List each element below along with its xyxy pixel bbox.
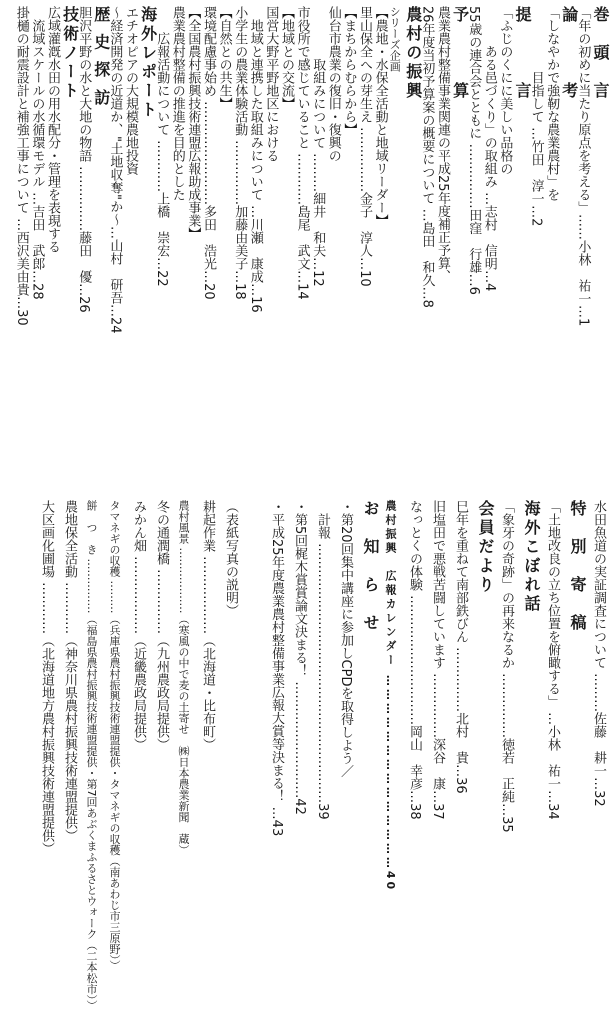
toc-entry: シリーズ企画 [388,6,402,72]
toc-entry: 【まちからむらから】 [341,6,357,136]
toc-entry: 農業農村整備事業関連の平成25年度補正予算、 [435,6,450,283]
toc-entry: 流域スケールの水循環モデル …吉田 武郎…28 [29,6,45,300]
toc-entry: 旧塩田で悪戦苦闘しています ……………深谷 康…37 [430,500,445,820]
toc-entry: 26年度当初予算案の概要について …島田 和久…8 [419,6,435,308]
toc-entry: 【農地・水保全活動と地域リーダー】 [372,6,388,227]
toc-entry: 仙台市農業の復旧・復興の [325,6,341,162]
toc-entry: 大区画化圃場 …………（北海道地方農村振興技術連盟提供） [39,500,54,856]
section-heading: 海外レポート [138,6,158,120]
toc-entry: （表紙写真の説明） [223,500,238,617]
toc-entry: 掛樋の耐震設計と補強工事について …西沢美由貴…30 [13,6,29,326]
toc-entry: 巳年を重ねて南部鉄びん ……………北村 貴…36 [453,500,468,794]
toc-entry: 広報活動について …………上橋 崇宏…22 [154,6,170,287]
toc-entry: 55歳の連合会とともに ……………田窪 行雄…6 [466,6,482,295]
toc-entry: 農地保全活動 …………（神奈川県農村振興技術連盟提供） [62,500,77,843]
section-heading: 技術ノート [60,6,80,101]
section-heading: 提 言 [513,6,532,101]
toc-entry: 国営大野平野地区における [263,6,279,162]
toc-entry: ・第20回集中講座に参加しCPDを取得しよう／ [338,500,353,778]
toc-entry: ・平成25年度農業農村整備事業広報大賞等決まる！ …43 [269,500,284,837]
toc-entry: 「象牙の奇跡」の再来なるか ……………徳若 正純…35 [499,500,514,833]
toc-entry: 「年の初めに当たり原点を考える」……小林 祐一…1 [575,6,591,327]
toc-entry: 餅 つ き ……………（福島県農村振興技術連盟提供・第7回あぶくまふるさとウォーク（二本松市）） [85,500,98,1011]
toc-entry: 耕起作業 ………………（北海道・比布町） [200,500,215,752]
toc-entry: 里山保全への芽生え ……………金子 淳人…10 [357,6,372,287]
toc-entry: 計報 ……………………………………………………39 [315,500,330,820]
toc-entry: 小学生の農業体験活動 ……………加藤由美子…18 [232,6,248,300]
toc-entry: 冬の通潤橋 ……………（九州農政局提供） [154,500,169,752]
section-heading: 農村の振興 [403,6,423,101]
section-heading: 論 考 [559,6,579,101]
toc-entry: 広域灌漑水田の用水配分・管理を表現する [45,6,60,253]
toc-entry: 「ふじのくにに美しい品格の [497,6,513,175]
toc-entry: ～経済開発の近道か、"土地収奪"か～…山村 研吾…24 [107,6,123,334]
section-heading: 会員だより [476,500,495,595]
section-heading: 農村振興 広報カレンダー ……………………………………40 [384,500,397,893]
toc-entry: なっとくの体験 …………………………岡山 幸彦…38 [407,500,422,820]
toc-entry: 水田魚道の実証調査について ………佐藤 耕一…32 [591,500,606,807]
toc-entry: 【自然との共生】 [216,6,232,110]
toc-entry: 農村風景 ………………（寒風の中で麦の土寄せ ㈱日本農業新聞 蔵） [177,500,190,856]
section-heading: 予 算 [450,6,470,101]
toc-entry: タマネギの収穫 ………（兵庫県農村振興技術連盟提供・タマネギの収穫（南あわじ市三原野）） [108,500,121,971]
toc-entry: 【全国農村振興技術連盟広報助成事業】 [185,6,201,240]
toc-entry: 市役所で感じていること …………島尾 武文…14 [294,6,310,300]
toc-entry: エチオピアの大規模農地投資 [123,6,138,175]
toc-entry: ・第5回梶木賞賞論文決まる！ ………………………42 [292,500,307,815]
toc-entry: 胆沢平野の水と大地の物語 ……………藤田 優…26 [76,6,92,313]
toc-entry: 取組みについて ………細井 和夫…12 [310,6,326,287]
toc-entry: 目指して …竹田 淳一…2 [528,6,544,227]
toc-entry: みかん畑 ………………（近畿農政局提供） [131,500,146,752]
toc-entry: 農業農村整備の推進を目的とした [169,6,185,201]
section-heading: 巻 頭 言 [591,6,610,101]
toc-entry: 【地域との交流】 [279,6,294,110]
section-heading: お 知 ら せ [361,500,380,633]
toc-entry: 環境配慮事始め ……………………多田 浩光…20 [201,6,216,300]
toc-entry: 「しなやかで強靭な農業農村」を [544,6,560,201]
toc-entry: ある邑づくり」の取組み …志村 信明…4 [481,6,497,292]
toc-entry: 地域と連携した取組みについて …川瀬 康成…16 [247,6,263,313]
section-heading: 特 別 寄 稿 [568,500,587,633]
toc-entry: 「土地改良の立ち位置を俯瞰する」 …小林 祐一…34 [545,500,560,820]
section-heading: 歴 史 探 訪 [91,6,111,108]
section-heading: 海外こぼれ話 [522,500,541,614]
